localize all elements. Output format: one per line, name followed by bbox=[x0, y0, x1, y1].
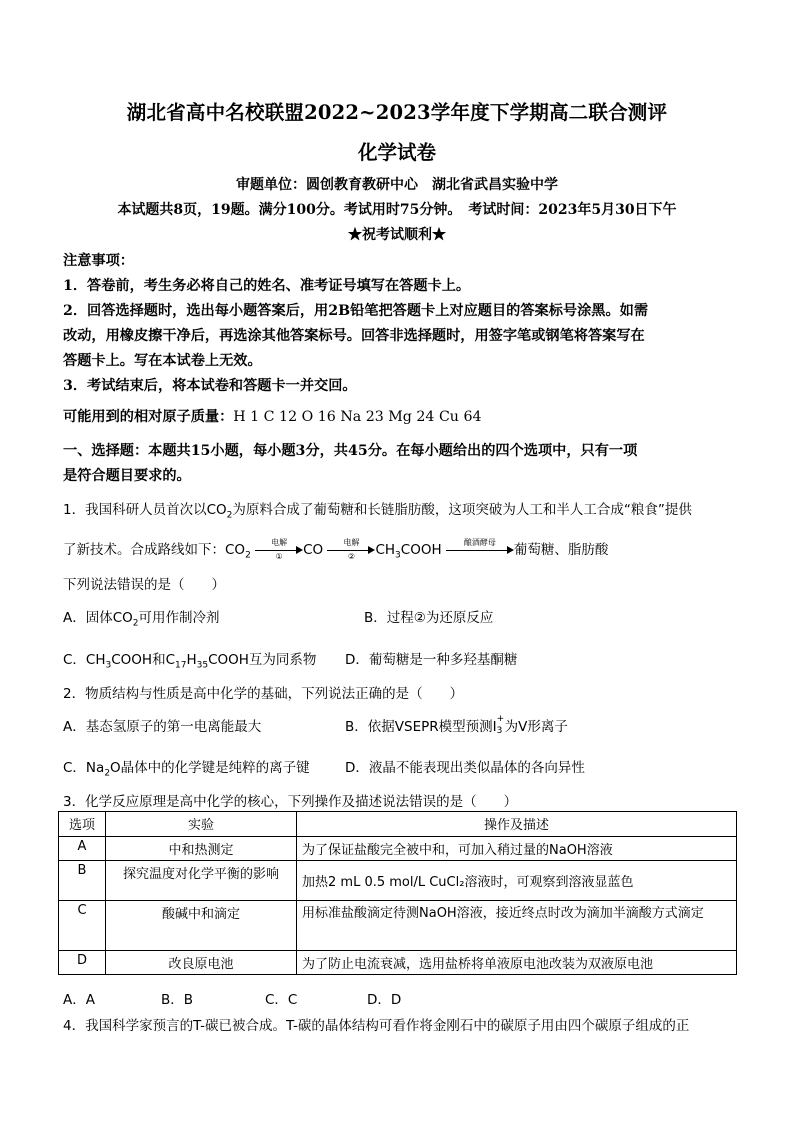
q3-stem: 3．化学反应原理是高中化学的核心，下列操作及描述说法错误的是（ ） bbox=[63, 794, 518, 810]
table-header: 实验 bbox=[106, 812, 297, 837]
wish-line: ★祝考试顺利★ bbox=[348, 227, 446, 243]
table-cell: 酸碱中和滴定 bbox=[106, 901, 297, 951]
table-cell: 改良原电池 bbox=[106, 951, 297, 975]
note-item-2-end: 答题卡上。写在本试卷上无效。 bbox=[63, 353, 262, 369]
reaction-arrow-1: 电解 ① bbox=[255, 541, 303, 559]
q3-option-b: B．B bbox=[161, 992, 194, 1008]
notes-heading: 注意事项： bbox=[63, 253, 134, 269]
q3-option-d: D．D bbox=[367, 992, 402, 1008]
q1-question: 下列说法错误的是（ ） bbox=[63, 577, 225, 593]
table-cell: 为了保证盐酸完全被中和，可加入稍过量的NaOH溶液 bbox=[297, 837, 737, 861]
q3-option-c: C．C bbox=[265, 992, 298, 1008]
table-header: 操作及描述 bbox=[297, 812, 737, 837]
table-cell: 中和热测定 bbox=[106, 837, 297, 861]
table-header-row bbox=[59, 812, 737, 837]
reaction-arrow-2: 电解 ② bbox=[327, 541, 375, 559]
exam-info-line: 本试题共8页，19题。满分100分。考试用时75分钟。 考试时间：2023年5月30日下午 bbox=[117, 202, 677, 218]
table-cell: 加热2 mL 0.5 mol/L CuCl₂溶液时，可观察到溶液显蓝色 bbox=[297, 861, 737, 901]
table-row bbox=[59, 951, 737, 975]
table-row bbox=[59, 861, 737, 901]
table-cell: 探究温度对化学平衡的影响 bbox=[106, 861, 297, 901]
q3-option-a: A．A bbox=[63, 992, 95, 1008]
q3-table bbox=[58, 811, 737, 975]
table-cell: C bbox=[59, 901, 106, 951]
q1-stem: 1．我国科研人员首次以$CO_2$为原料合成了葡萄糖和长链脂肪酸，这项突破为人工和半人工合成“粮食”提供 bbox=[63, 502, 692, 521]
atomic-mass-line bbox=[63, 406, 482, 426]
section-1-heading: 一、选择题：本题共15小题，每小题3分，共45分。在每小题给出的四个选项中，只有一项 bbox=[63, 443, 638, 459]
table-cell: A bbox=[59, 837, 106, 861]
note-item-1: 1．答卷前，考生务必将自己的姓名、准考证号填写在答题卡上。 bbox=[63, 278, 471, 294]
q2-option-a: A．基态氢原子的第一电离能最大 bbox=[63, 719, 262, 735]
note-item-2: 2．回答选择题时，选出每小题答案后，用2B铅笔把答题卡上对应题目的答案标号涂黑。如需 bbox=[63, 303, 649, 319]
table-cell: D bbox=[59, 951, 106, 975]
table-cell: 为了防止电流衰减，选用盐桥将单液原电池改装为双液原电池 bbox=[297, 951, 737, 975]
q1-option-a: A．固体$CO_2$可用作制冷剂 bbox=[63, 610, 220, 629]
q2-option-c: C．$Na_2O$晶体中的化学键是纯粹的离子键 bbox=[63, 760, 310, 779]
note-item-2-cont: 改动，用橡皮擦干净后，再选涂其他答案标号。回答非选择题时，用签字笔或钢笔将答案写在 bbox=[63, 328, 645, 344]
q1-option-c: C．$CH_3COOH$和$C_{17}H_{35}COOH$互为同系物 bbox=[63, 652, 317, 671]
table-row bbox=[59, 837, 737, 861]
exam-title: 湖北省高中名校联盟2022~2023学年度下学期高二联合测评 bbox=[126, 101, 668, 124]
reaction-arrow-3: 酿酒酵母 bbox=[446, 541, 514, 559]
q4-stem: 4．我国科学家预言的T-碳已被合成。T-碳的晶体结构可看作将金刚石中的碳原子用由四个碳原子组成的正 bbox=[63, 1018, 690, 1034]
table-row bbox=[59, 901, 737, 951]
reviewers-line: 审题单位：圆创教育教研中心 湖北省武昌实验中学 bbox=[236, 177, 558, 193]
section-1-heading-cont: 是符合题目要求的。 bbox=[63, 468, 191, 484]
atomic-mass-values: H 1 C 12 O 16 Na 23 Mg 24 Cu 64 bbox=[233, 409, 482, 425]
table-cell: B bbox=[59, 861, 106, 901]
q1-option-b: B．过程②为还原反应 bbox=[364, 610, 494, 626]
q1-route: 了新技术。合成路线如下：$CO_2$ 电解 ① CO 电解 ② $CH_3COOH$ 酿酒酵母 葡萄糖、脂肪酸 bbox=[63, 538, 609, 561]
note-item-3: 3．考试结束后，将本试卷和答题卡一并交回。 bbox=[63, 378, 357, 394]
table-header: 选项 bbox=[59, 812, 106, 837]
q2-option-d: D．液晶不能表现出类似晶体的各向异性 bbox=[345, 760, 585, 776]
q2-stem: 2．物质结构与性质是高中化学的基础，下列说法正确的是（ ） bbox=[63, 686, 464, 702]
q1-option-d: D．葡萄糖是一种多羟基酮糖 bbox=[345, 652, 518, 668]
subject-title: 化学试卷 bbox=[357, 141, 436, 164]
q2-option-b: B．依据VSEPR模型预测I + 3 为V形离子 bbox=[345, 714, 568, 736]
atomic-mass-label: 可能用到的相对原子质量： bbox=[63, 409, 234, 425]
table-cell: 用标准盐酸滴定待测NaOH溶液，接近终点时改为滴加半滴酸方式滴定 bbox=[297, 901, 737, 951]
